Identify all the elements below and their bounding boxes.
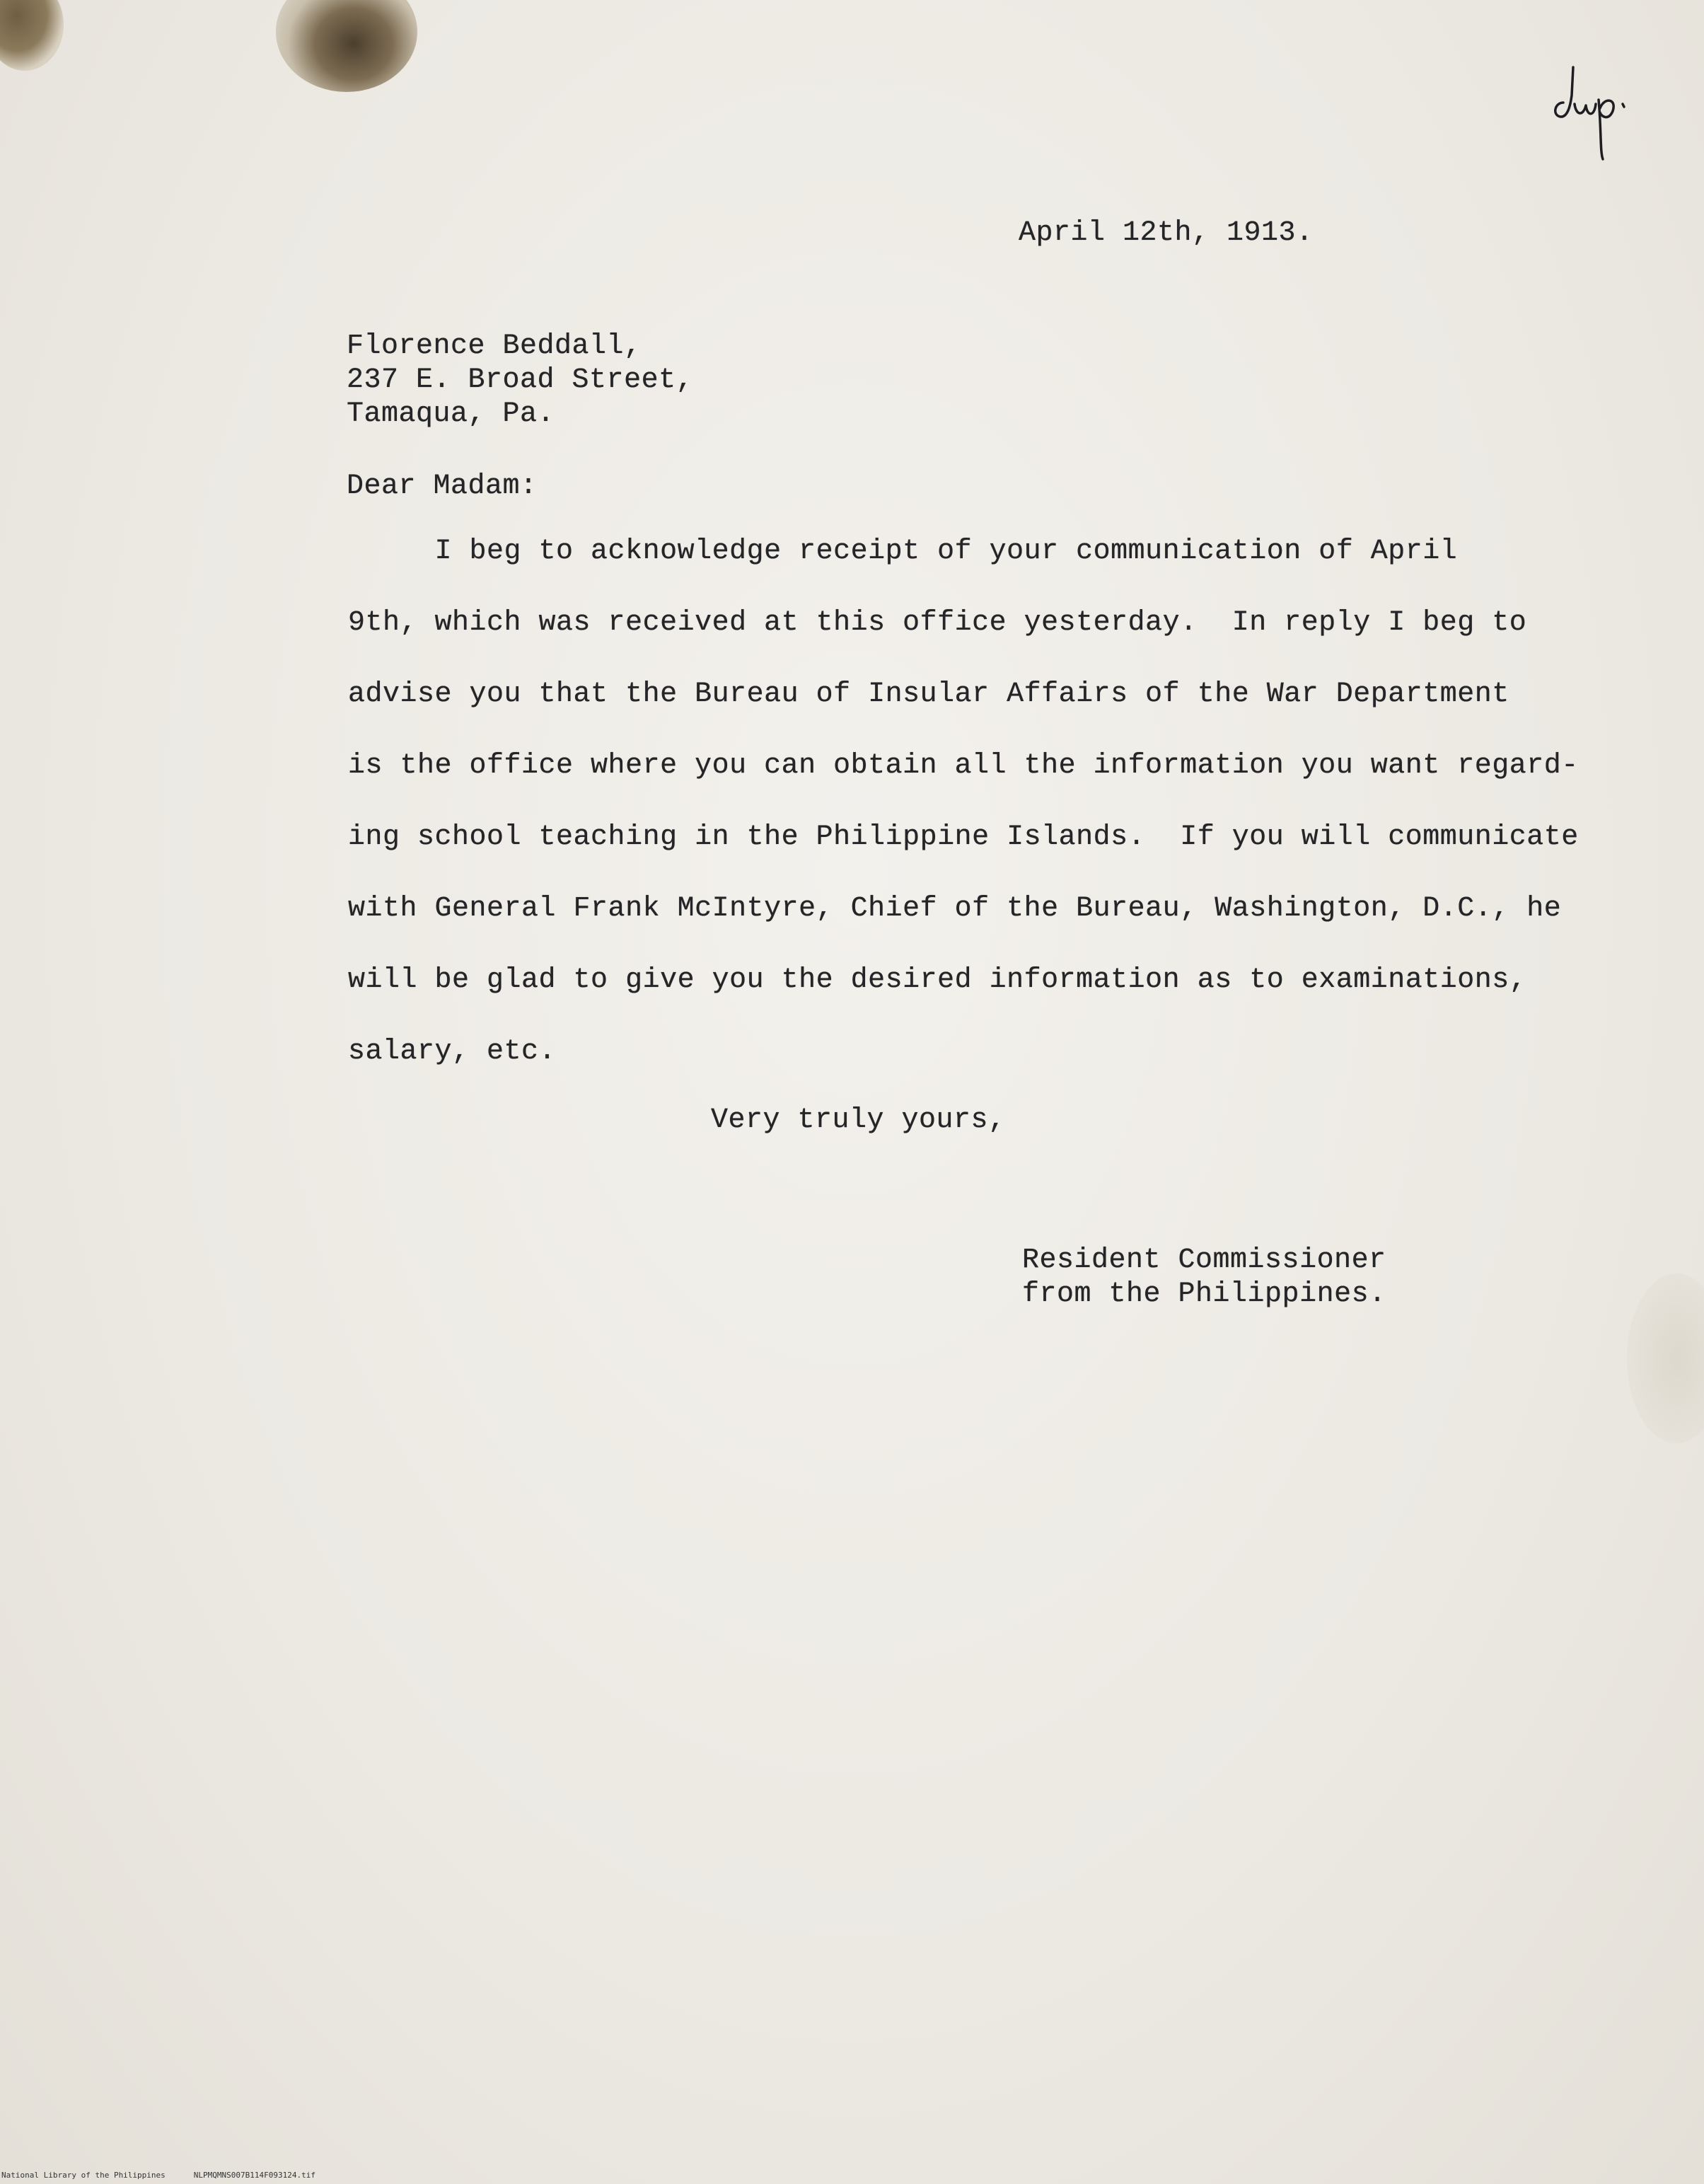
scan-footer <box>1 2171 344 2180</box>
signature-title-line1: Resident Commissioner <box>1022 1244 1386 1276</box>
letter-date: April 12th, 1913. <box>1019 217 1314 249</box>
footer-library: National Library of the Philippines <box>1 2171 166 2180</box>
signature-title-line2: from the Philippines. <box>1022 1278 1386 1310</box>
handwritten-annotation <box>1549 53 1634 166</box>
closing: Very truly yours, <box>711 1104 1006 1136</box>
recipient-street: 237 E. Broad Street, <box>347 364 694 396</box>
stain <box>1627 1273 1704 1443</box>
recipient-name: Florence Beddall, <box>347 330 642 362</box>
body-line: will be glad to give you the desired information as to examinations, <box>348 964 1527 996</box>
body-line: ing school teaching in the Philippine Islands. If you will communicate <box>348 821 1579 853</box>
footer-filename: NLPMQMNS007B114F093124.tif <box>193 2171 315 2180</box>
body-line: 9th, which was received at this office yesterday. In reply I beg to <box>348 607 1527 639</box>
body-line: I beg to acknowledge receipt of your communication of April <box>348 536 1458 567</box>
body-line: advise you that the Bureau of Insular Affairs of the War Department <box>348 678 1509 710</box>
stain <box>0 0 64 71</box>
body-line: salary, etc. <box>348 1036 557 1068</box>
salutation: Dear Madam: <box>347 470 538 502</box>
stain <box>276 0 417 92</box>
body-line: with General Frank McIntyre, Chief of the Bureau, Washington, D.C., he <box>348 893 1562 925</box>
recipient-city: Tamaqua, Pa. <box>347 398 555 430</box>
body-line: is the office where you can obtain all the information you want regard- <box>348 750 1579 782</box>
